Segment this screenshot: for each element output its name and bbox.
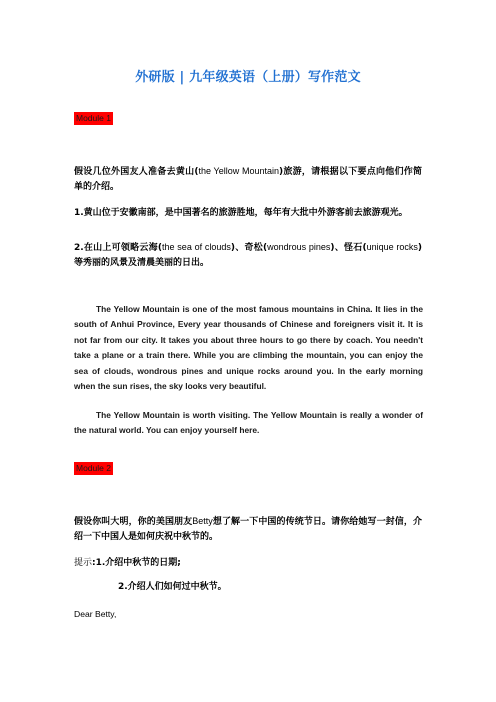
- module-1-essay-paragraph-2: The Yellow Mountain is worth visiting. The Yellow Mountain is really a wonder of the natural world. You can enjoy yourself here.: [74, 410, 423, 436]
- document-title: 外研版 | 九年级英语（上册）写作范文: [135, 70, 361, 85]
- prompt-text-b: the Yellow Mountain: [198, 166, 280, 176]
- module-2-hint-1: [74, 556, 422, 571]
- m2-prompt-b: Betty: [192, 516, 213, 526]
- module-2-label: Module 2: [76, 463, 111, 473]
- letter-salutation: Dear Betty,: [74, 609, 117, 619]
- hint-1-body: :1.介绍中秋节的日期;: [92, 558, 181, 568]
- point-2-d: wondrous pines: [267, 242, 331, 252]
- point-2-e: )、怪石(: [330, 243, 367, 253]
- point-2-b: the sea of clouds: [162, 242, 231, 252]
- module-1-prompt: [74, 164, 422, 195]
- module-1-point-1: 1.黄山位于安徽南部，是中国著名的旅游胜地，每年有大批中外游客前去旅游观光。: [74, 208, 408, 218]
- prompt-text-c: )旅游，请根据以下要点向他们作简单的介绍。: [74, 167, 422, 192]
- module-1-label: Module 1: [76, 113, 111, 123]
- module-2-prompt: [74, 514, 422, 545]
- m2-prompt-a: 假设你叫大明，你的美国朋友: [74, 517, 193, 527]
- m2-prompt-c: 想了解一下中国的传统节日。请你给她写一封信，介绍一下中国人是如何庆祝中秋节的。: [74, 517, 422, 542]
- point-2-f: unique rocks: [366, 242, 418, 252]
- point-2-a: 2.在山上可领略云海(: [74, 243, 163, 253]
- point-2-g: )等秀丽的风景及清晨美丽的日出。: [74, 243, 423, 268]
- module-1-essay-paragraph-1: The Yellow Mountain is one of the most famous mountains in China. It lies in the south of Anhui Province, Every year thousands of Chinese and foreigners visit it. It is not far from our city. It takes you about three hours to go there by coach. You needn't take a plane or a train there. While you are climbing the mountain, you can enjoy the sea of clouds, wondrous pines and unique rocks around you. In the early morning when the sun rises, the sky looks very beautiful.: [74, 304, 423, 392]
- module-2-hint-2: 2.介绍人们如何过中秋节。: [118, 582, 227, 592]
- hint-prefix: 提示: [74, 558, 93, 568]
- point-2-c: )、奇松(: [230, 243, 268, 253]
- module-1-point-2: [74, 240, 422, 271]
- prompt-text-a: 假设几位外国友人准备去黄山(: [74, 167, 199, 177]
